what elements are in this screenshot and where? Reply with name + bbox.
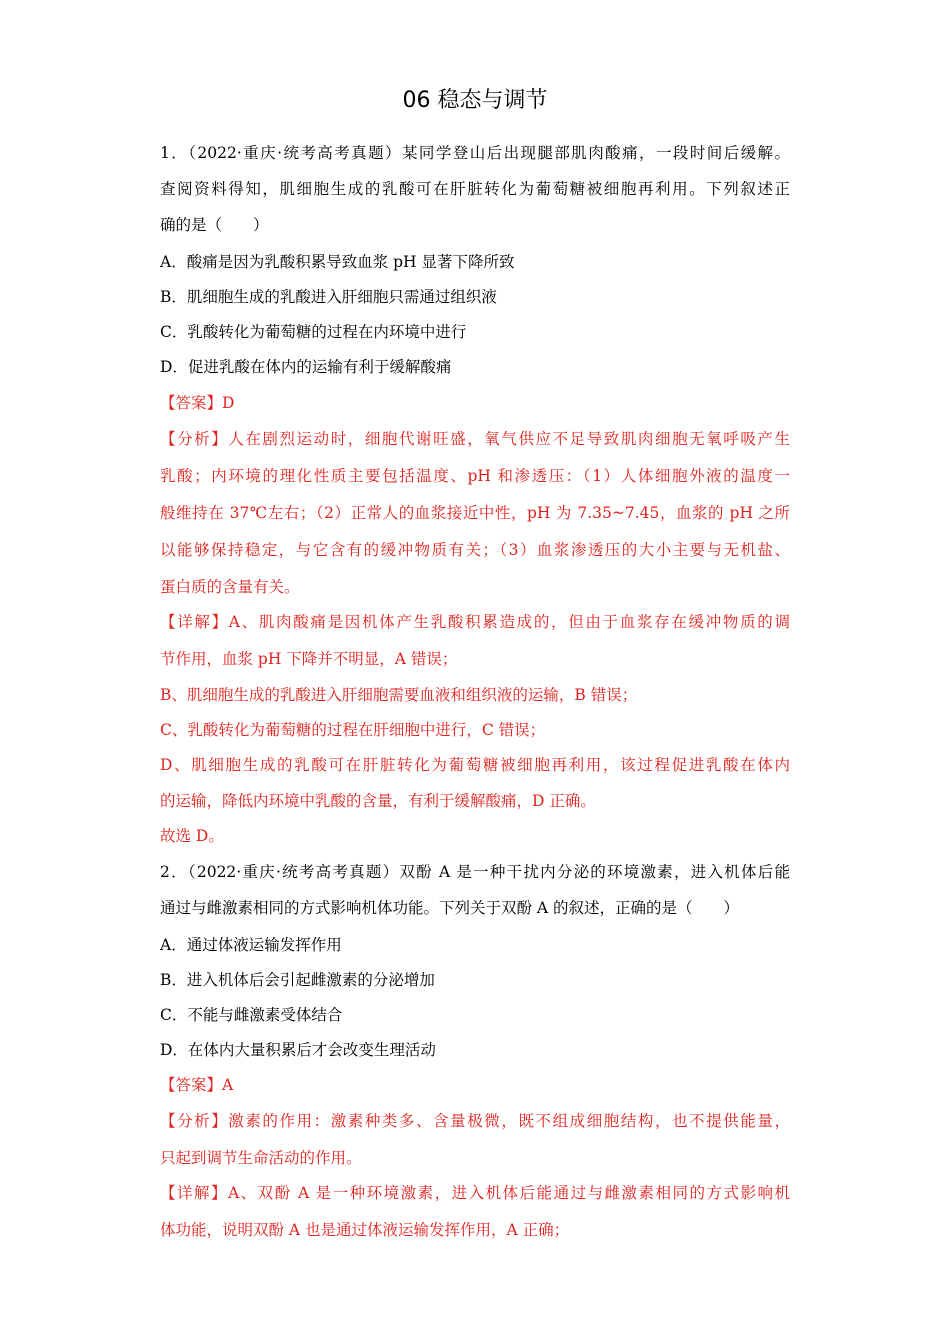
q1-detail-line: 的运输，降低内环境中乳酸的含量，有利于缓解酸痛，D 正确。 (160, 792, 596, 810)
q2-analysis-line: 【分析】激素的作用：激素种类多、含量极微，既不组成细胞结构，也不提供能量， (160, 1112, 790, 1130)
q2-stem-line: 通过与雌激素相同的方式影响机体功能。下列关于双酚 A 的叙述，正确的是（ ） (160, 899, 740, 917)
q2-detail-line: 体功能，说明双酚 A 也是通过体液运输发挥作用，A 正确； (160, 1221, 570, 1239)
q1-analysis-line: 般维持在 37℃左右；（2）正常人的血浆接近中性，pH 为 7.35~7.45，血浆的 pH 之所 (160, 504, 790, 522)
q2-option-a: A．通过体液运输发挥作用 (160, 936, 342, 954)
q1-analysis-line: 乳酸；内环境的理化性质主要包括温度、pH 和渗透压：（1）人体细胞外液的温度一 (160, 467, 790, 485)
q1-conclusion: 故选 D。 (160, 827, 224, 845)
q2-option-d: D．在体内大量积累后才会改变生理活动 (160, 1041, 436, 1059)
q1-analysis-line: 蛋白质的含量有关。 (160, 578, 300, 596)
q1-option-d: D．促进乳酸在体内的运输有利于缓解酸痛 (160, 358, 452, 376)
q1-option-c: C．乳酸转化为葡萄糖的过程在内环境中进行 (160, 323, 467, 341)
page-title: 06 稳态与调节 (402, 88, 548, 113)
q1-detail-line: 【详解】A、肌肉酸痛是因机体产生乳酸积累造成的，但由于血浆存在缓冲物质的调 (160, 613, 790, 631)
q2-option-c: C．不能与雌激素受体结合 (160, 1006, 343, 1024)
q1-answer: 【答案】D (160, 394, 235, 412)
q2-answer: 【答案】A (160, 1076, 234, 1094)
q1-detail-line: B、肌细胞生成的乳酸进入肝细胞需要血液和组织液的运输，B 错误； (160, 686, 638, 704)
q1-detail-line: 节作用，血浆 pH 下降并不明显，A 错误； (160, 650, 458, 668)
q2-stem-line: 2．（2022·重庆·统考高考真题）双酚 A 是一种干扰内分泌的环境激素，进入机体后能 (160, 863, 790, 881)
q1-detail-line: C、乳酸转化为葡萄糖的过程在肝细胞中进行，C 错误； (160, 721, 546, 739)
q2-analysis-line: 只起到调节生命活动的作用。 (160, 1149, 362, 1167)
q1-stem-line: 查阅资料得知，肌细胞生成的乳酸可在肝脏转化为葡萄糖被细胞再利用。下列叙述正 (160, 180, 790, 198)
q1-detail-line: D、肌细胞生成的乳酸可在肝脏转化为葡萄糖被细胞再利用，该过程促进乳酸在体内 (160, 756, 790, 774)
q1-option-a: A．酸痛是因为乳酸积累导致血浆 pH 显著下降所致 (160, 253, 515, 271)
q1-analysis-line: 【分析】人在剧烈运动时，细胞代谢旺盛，氧气供应不足导致肌肉细胞无氧呼吸产生 (160, 430, 790, 448)
q2-detail-line: 【详解】A、双酚 A 是一种环境激素，进入机体后能通过与雌激素相同的方式影响机 (160, 1184, 790, 1202)
q1-analysis-line: 以能够保持稳定，与它含有的缓冲物质有关；（3）血浆渗透压的大小主要与无机盐、 (160, 541, 790, 559)
q1-option-b: B．肌细胞生成的乳酸进入肝细胞只需通过组织液 (160, 288, 497, 306)
q1-stem-line: 1．（2022·重庆·统考高考真题）某同学登山后出现腿部肌肉酸痛，一段时间后缓解。 (160, 144, 790, 162)
q2-option-b: B．进入机体后会引起雌激素的分泌增加 (160, 971, 435, 989)
q1-stem-line: 确的是（ ） (160, 216, 269, 234)
